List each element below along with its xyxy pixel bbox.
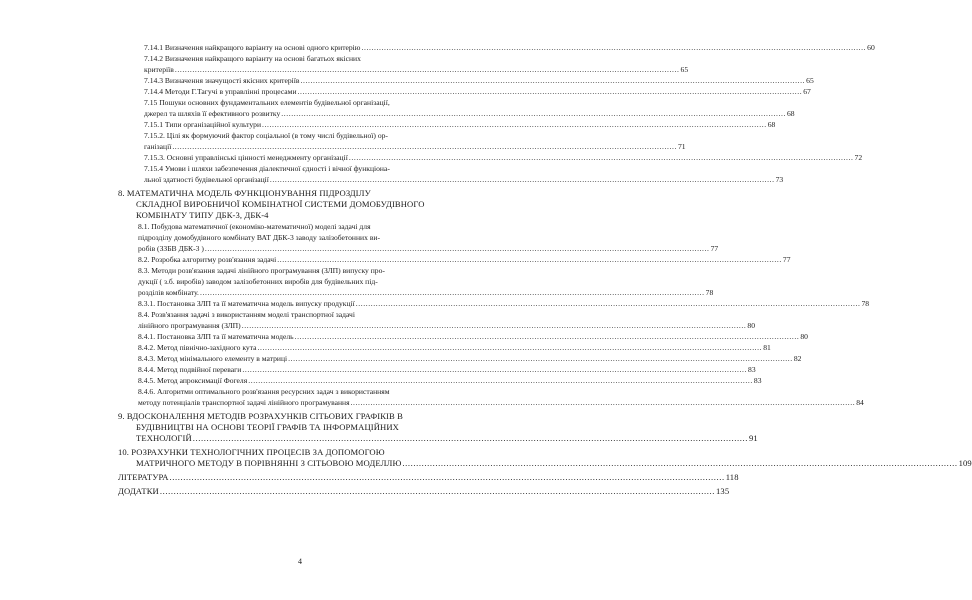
- toc-entry-text: робів (ЗЗБВ ДБК-3 ): [138, 244, 204, 253]
- toc-entry-text: 9. ВДОСКОНАЛЕННЯ МЕТОДІВ РОЗРАХУНКІВ СІТЬОВИХ ГРАФІКІВ В: [118, 411, 403, 421]
- toc-leader-dots: [349, 152, 854, 163]
- toc-entry-text: 8.1. Побудова математичної (економіко-математичної) моделі задачі для: [138, 222, 371, 231]
- toc-entry: [118, 375, 762, 386]
- toc-page-number: 67: [803, 87, 811, 96]
- toc-page-number: 80: [747, 321, 755, 330]
- toc-entry-text: 8.4.4. Метод подвійної переваги: [138, 365, 242, 374]
- toc-entry: [118, 342, 771, 353]
- toc-entry-text: 7.15.3. Основні управлінські цінності менеджменту організації: [144, 153, 348, 162]
- toc-leader-dots: [160, 486, 715, 497]
- toc-leader-dots: [262, 119, 767, 130]
- toc-entry-text: 7.14.4 Методи Г.Тагучі в управлінні процесами: [144, 87, 297, 96]
- toc-entry-text: СКЛАДНОЇ ВИРОБНИЧОЇ КОМБІНАТНОЇ СИСТЕМИ ДОМОБУДІВНОГО: [136, 199, 425, 209]
- toc-leader-dots: [170, 472, 725, 483]
- toc-entry-text: 7.14.2 Визначення найкращого варіанту на основі багатьох якісних: [144, 54, 361, 63]
- toc-page-number: 68: [767, 120, 776, 129]
- toc-page-number: 77: [710, 244, 719, 253]
- toc-page-number: 81: [763, 343, 771, 352]
- toc-entry-text: льної здатності будівельної організації: [144, 175, 269, 184]
- toc-entry: [118, 188, 474, 221]
- toc-entry-text: 7.15.4 Умови і шляхи забезпечення діалектичної єдності і вічної функціона-: [144, 164, 390, 173]
- toc-leader-dots: [295, 331, 800, 342]
- toc-page-number: 65: [680, 65, 689, 74]
- toc-entry: [118, 353, 802, 364]
- toc-entry: [118, 331, 808, 342]
- toc-entry-text: 7.14.3 Визначення значущості якісних критеріїв: [144, 76, 300, 85]
- toc-entry: [118, 152, 863, 163]
- toc-entry-text: ганізації: [144, 142, 172, 151]
- toc-page-number: 72: [854, 153, 863, 162]
- toc-entry: [118, 75, 814, 86]
- toc-page-number: 82: [793, 354, 802, 363]
- toc-entry-text: 8.4.6. Алгоритми оптимального розв'язання ресурсних задач з використанням: [138, 387, 390, 396]
- toc-leader-dots: [205, 243, 710, 254]
- toc-entry-text: 8.3.1. Постановка ЗЛП та її математична модель випуску продукції: [138, 299, 355, 308]
- toc-entry: [118, 298, 870, 309]
- toc-leader-dots: [281, 108, 786, 119]
- toc-entry: [118, 42, 875, 53]
- toc-leader-dots: [277, 254, 782, 265]
- toc-entry: [118, 386, 864, 408]
- toc-entry-text: критеріїв: [144, 65, 174, 74]
- toc-page-number: 78: [861, 299, 870, 308]
- table-of-contents: [118, 42, 972, 497]
- toc-leader-dots: [175, 64, 680, 75]
- toc-leader-dots: [193, 433, 748, 444]
- toc-entry-text: розділів комбінату.: [138, 288, 199, 297]
- toc-entry: [118, 163, 784, 185]
- toc-entry-text: 7.15.2. Цілі як формуючий фактор соціальної (в тому числі будівельної) ор-: [144, 131, 388, 140]
- toc-entry-text: 10. РОЗРАХУНКИ ТЕХНОЛОГІЧНИХ ПРОЦЕСІВ ЗА ДОПОМОГОЮ: [118, 447, 385, 457]
- toc-entry: [118, 254, 791, 265]
- toc-entry-text: КОМБІНАТУ ТИПУ ДБК-3, ДБК-4: [136, 210, 269, 220]
- toc-page-number: 118: [725, 472, 739, 482]
- toc-entry-text: методу потенціалів транспортної задачі лінійного програмування: [138, 398, 350, 407]
- toc-entry-text: 8.3. Методи розв'язання задачі лінійного програмування (ЗЛП) випуску про-: [138, 266, 385, 275]
- toc-entry-text: 8. МАТЕМАТИЧНА МОДЕЛЬ ФУНКЦІОНУВАННЯ ПІДРОЗДІЛУ: [118, 188, 371, 198]
- toc-leader-dots: [172, 141, 677, 152]
- toc-page-number: 60: [867, 43, 875, 52]
- toc-page-number: 83: [748, 365, 756, 374]
- toc-entry: [118, 97, 795, 119]
- toc-entry: [118, 221, 719, 254]
- toc-entry-text: МАТРИЧНОГО МЕТОДУ В ПОРІВНЯННІ З СІТЬОВОЮ МОДЕЛЛЮ: [136, 458, 402, 468]
- toc-entry: [118, 364, 756, 375]
- toc-page-number: 71: [678, 142, 686, 151]
- toc-entry: [118, 411, 758, 444]
- toc-leader-dots: [200, 287, 705, 298]
- toc-page-number: 84: [856, 398, 864, 407]
- toc-page-number: 68: [786, 109, 795, 118]
- toc-entry-text: 7.14.1 Визначення найкращого варіанту на основі одного критерію: [144, 43, 361, 52]
- toc-page-number: 83: [753, 376, 762, 385]
- toc-entry-text: 8.4.5. Метод апроксимації Фогеля: [138, 376, 248, 385]
- toc-entry-text: 8.4.3. Метод мінімального елементу в матриці: [138, 354, 288, 363]
- toc-page-number: 109: [958, 458, 972, 468]
- toc-leader-dots: [361, 42, 866, 53]
- toc-page-number: 135: [716, 486, 730, 496]
- toc-leader-dots: [258, 342, 763, 353]
- toc-leader-dots: [298, 86, 803, 97]
- toc-leader-dots: [242, 364, 747, 375]
- toc-page-number: 78: [705, 288, 714, 297]
- toc-leader-dots: [248, 375, 753, 386]
- toc-entry-text: 8.4.1. Постановка ЗЛП та її математична модель: [138, 332, 294, 341]
- toc-entry: [118, 486, 730, 497]
- toc-entry-text: 8.4. Розв'язання задачі з використанням моделі транспортної задачі: [138, 310, 355, 319]
- toc-entry-text: 8.4.2. Метод північно-західного кута: [138, 343, 257, 352]
- toc-page-number: 77: [782, 255, 791, 264]
- toc-leader-dots: [288, 353, 793, 364]
- page-number: 4: [298, 557, 302, 566]
- toc-page-number: 91: [748, 433, 758, 443]
- toc-entry-text: ДОДАТКИ: [118, 486, 159, 496]
- toc-entry: [118, 309, 755, 331]
- toc-entry-text: 8.2. Розробка алгоритму розв'язання задачі: [138, 255, 277, 264]
- toc-page-number: 80: [800, 332, 808, 341]
- toc-entry-text: БУДІВНИЦТВІ НА ОСНОВІ ТЕОРІЇ ГРАФІВ ТА ІНФОРМАЦІЙНИХ: [136, 422, 399, 432]
- toc-entry-text: 7.15 Пошуки основних фундаментальних елементів будівельної організації,: [144, 98, 390, 107]
- toc-leader-dots: [356, 298, 861, 309]
- toc-entry-text: джерел та шляхів її ефективного розвитку: [144, 109, 281, 118]
- toc-entry-text: ТЕХНОЛОГІЙ: [136, 433, 192, 443]
- toc-entry: [118, 86, 811, 97]
- toc-entry-text: ЛІТЕРАТУРА: [118, 472, 169, 482]
- toc-leader-dots: [351, 397, 856, 408]
- toc-entry-text: 7.15.1 Типи організаційної культури: [144, 120, 262, 129]
- toc-leader-dots: [242, 320, 747, 331]
- toc-entry-text: лінійного програмування (ЗЛП): [138, 321, 241, 330]
- toc-entry: [118, 130, 686, 152]
- toc-leader-dots: [270, 174, 775, 185]
- toc-entry: [118, 53, 689, 75]
- toc-entry: [118, 265, 714, 298]
- toc-entry: [118, 472, 739, 483]
- toc-page-number: 73: [775, 175, 784, 184]
- toc-entry: [118, 447, 972, 469]
- toc-entry-text: підрозділу домобудівного комбінату ВАТ ДБК-3 заводу залізобетонних ви-: [138, 233, 380, 242]
- toc-leader-dots: [402, 458, 957, 469]
- toc-entry: [118, 119, 776, 130]
- toc-leader-dots: [300, 75, 805, 86]
- toc-entry-text: дукції ( з.б. виробів) заводом залізобетонних виробів для будівельних під-: [138, 277, 378, 286]
- toc-page-number: 65: [806, 76, 814, 85]
